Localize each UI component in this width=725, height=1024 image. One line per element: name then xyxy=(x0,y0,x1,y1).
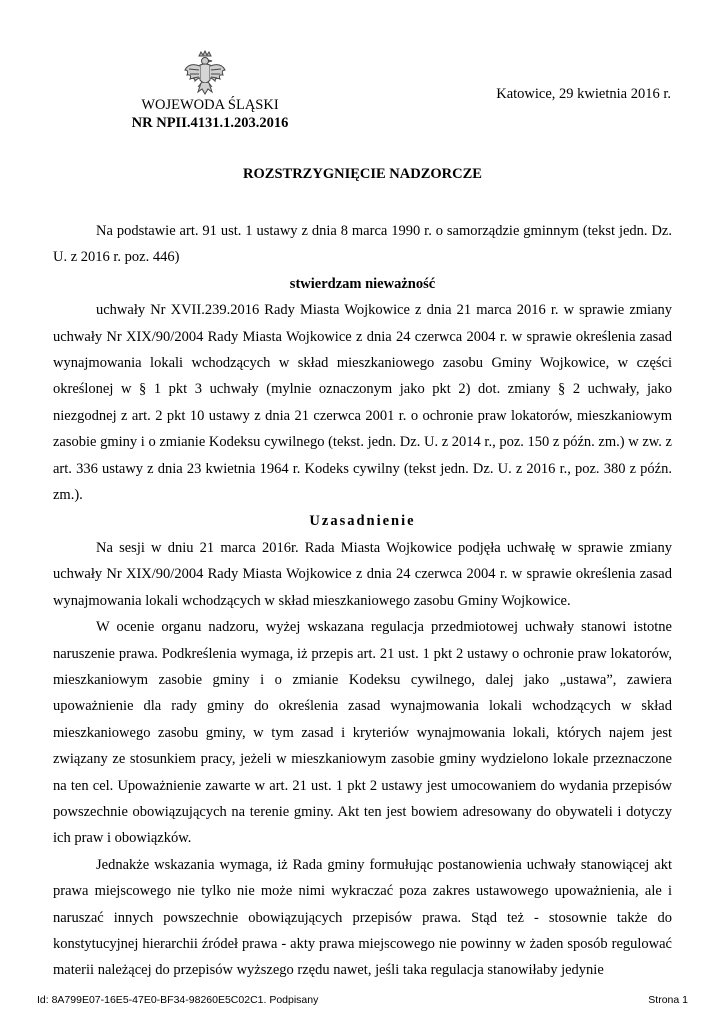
justification-paragraph: Jednakże wskazania wymaga, iż Rada gminy formułując postanowienia uchwały stanowiącej akt prawa miejscowego nie tylko nie może nimi wykraczać poza zakres ustawowego upoważnienia, ale i naruszać innych powszechnie obowiązujących przepisów prawa. Stąd też - stosownie także do konstytucyjnej hierarchii źródeł prawa - akty prawa miejscowego nie powinny w żaden sposób regulować materii należącej do przepisów wyższego rzędu nawet, jeśli taka regulacja stanowiłaby jedynie xyxy=(53,856,672,979)
page-number: Strona 1 xyxy=(648,994,688,1006)
document-title: ROZSTRZYGNIĘCIE NADZORCZE xyxy=(243,166,482,182)
polish-eagle-emblem-icon xyxy=(183,50,227,100)
ruling-text: uchwały Nr XVII.239.2016 Rady Miasta Wojkowice z dnia 21 marca 2016 r. w sprawie zmiany uchwały Nr XIX/90/2004 Rady Miasta Wojkowice z dnia 24 czerwca 2004 r. w sprawie określenia zasad wynajmowania lokali wchodzących w skład mieszkaniowego zasobu Gminy Wojkowice, w części określonej w § 1 pkt 3 uchwały (mylnie oznaczonym jako pkt 2) dot. zmiany § 2 uchwały, jako niezgodnej z art. 2 pkt 10 ustawy z dnia 21 czerwca 2001 r. o ochronie praw lokatorów, mieszkaniowym zasobie gminy i o zmianie Kodeksu cywilnego (tekst. jedn. Dz. U. z 2014 r., poz. 150 z późn. zm.) w zw. z art. 336 ustawy z dnia 23 kwietnia 1964 r. Kodeks cywilny (tekst jedn. Dz. U. z 2016 r., poz. 380 z późn. zm.). xyxy=(53,302,672,504)
document-number: NR NPII.4131.1.203.2016 xyxy=(131,115,289,131)
justification-heading: Uzasadnienie xyxy=(309,513,416,530)
ruling-heading: stwierdzam nieważność xyxy=(289,275,436,292)
document-id-footer: Id: 8A799E07-16E5-47E0-BF34-98260E5C02C1. Podpisany xyxy=(37,994,319,1006)
justification-paragraph: W ocenie organu nadzoru, wyżej wskazana regulacja przedmiotowej uchwały stanowi istotne naruszenie prawa. Podkreślenia wymaga, iż przepis art. 21 ust. 1 pkt 2 ustawy o ochronie praw lokatorów, mieszkaniowym zasobie gminy i o zmianie Kodeksu cywilnego, dalej jako „ustawa”, zawiera upoważnienie dla rady gminy do określenia zasad wynajmowania lokali wchodzących w skład mieszkaniowego zasobu gminy, w tym zasad i kryteriów wynajmowania lokali, których najem jest związany ze stosunkiem pracy, jeżeli w mieszkaniowym zasobie gminy wydzielono lokale przeznaczone na ten cel. Upoważnienie zawarte w art. 21 ust. 1 pkt 2 ustawy jest umocowaniem do wydania przepisów powszechnie obowiązujących na terenie gminy. Akt ten jest bowiem adresowany do obywateli i dotyczy ich praw i obowiązków. xyxy=(53,619,672,847)
issuer-block xyxy=(130,96,290,132)
justification-paragraph: Na sesji w dniu 21 marca 2016r. Rada Miasta Wojkowice podjęła uchwałę w sprawie zmiany uchwały Nr XIX/90/2004 Rady Miasta Wojkowice z dnia 24 czerwca 2004 r. w sprawie określenia zasad wynajmowania lokali wchodzących w skład mieszkaniowego zasobu Gminy Wojkowice. xyxy=(53,539,672,609)
legal-basis: Na podstawie art. 91 ust. 1 ustawy z dnia 8 marca 1990 r. o samorządzie gminnym (tekst jedn. Dz. U. z 2016 r. poz. 446) xyxy=(53,223,672,266)
document-body xyxy=(53,218,672,984)
place-date: Katowice, 29 kwietnia 2016 r. xyxy=(496,86,671,102)
issuer-name: WOJEWODA ŚLĄSKI xyxy=(141,97,279,113)
